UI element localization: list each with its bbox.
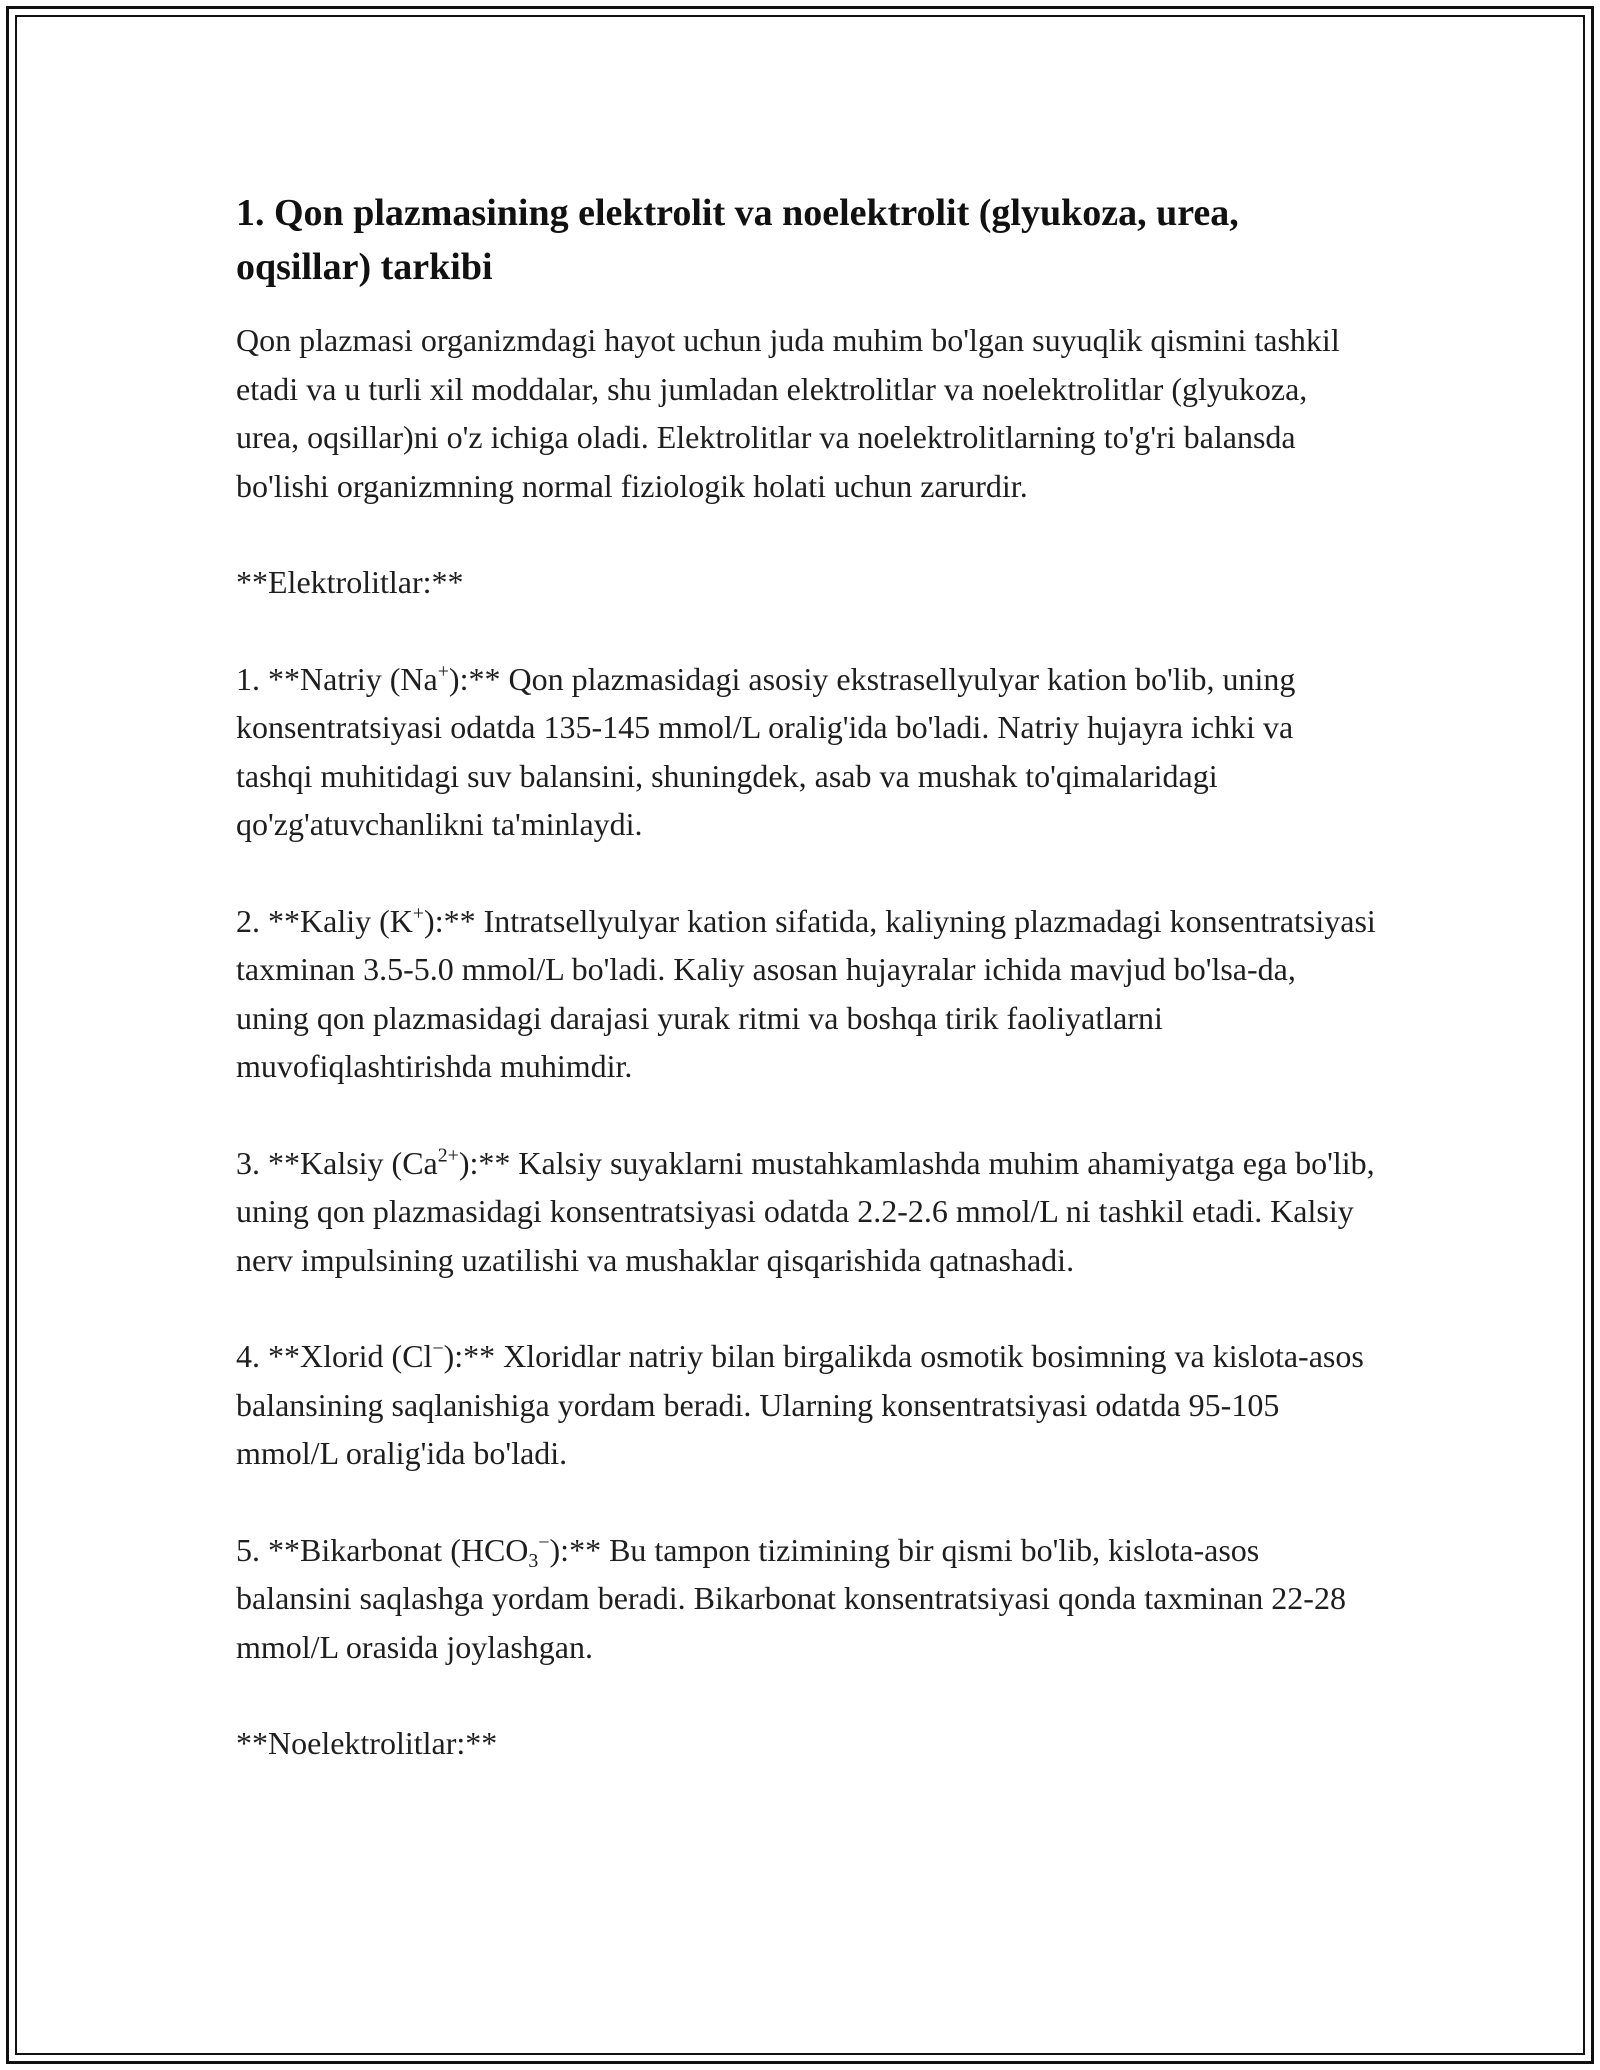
ion-charge: + bbox=[412, 902, 425, 925]
item-text: ):** Kalsiy suyaklarni mustahkamlashda muhim ahamiyatga ega bo'lib, uning qon plazmasidagi konsentratsiyasi odatda 2.2-2.6 mmol/L ni tashkil etadi. Kalsiy nerv impulsining uzatilishi va mushaklar qisqarishida qatnashadi. bbox=[236, 1144, 1375, 1278]
nonelectrolytes-heading: **Noelektrolitlar:** bbox=[236, 1725, 498, 1761]
item-prefix: 1. **Natriy (Na bbox=[236, 660, 438, 697]
electrolyte-item-kalsiy bbox=[236, 1139, 1376, 1285]
document-title: 1. Qon plazmasining elektrolit va noelektrolit (glyukoza, urea, oqsillar) tarkibi bbox=[236, 192, 1239, 288]
item-text: ):** Bu tampon tizimining bir qismi bo'lib, kislota-asos balansini saqlashga yordam beradi. Bikarbonat konsentratsiyasi qonda taxminan 22-28 mmol/L orasida joylashgan. bbox=[236, 1531, 1346, 1665]
ion-charge: − bbox=[538, 1531, 550, 1554]
item-text: ):** Intratsellyulyar kation sifatida, kaliyning plazmadagi konsentratsiyasi taxminan 3.5-5.0 mmol/L bo'ladi. Kaliy asosan hujayralar ichida mavjud bo'lsa-da, uning qon plazmasidagi darajasi yurak ritmi va boshqa tirik faoliyatlarni muvofiqlashtirishda muhimdir. bbox=[236, 902, 1376, 1084]
ion-charge: − bbox=[432, 1337, 444, 1360]
document-body bbox=[236, 186, 1376, 1768]
intro-paragraph: Qon plazmasi organizmdagi hayot uchun juda muhim bo'lgan suyuqlik qismini tashkil etadi va u turli xil moddalar, shu jumladan elektrolitlar va noelektrolitlar (glyukoza, urea, oqsillar)ni o'z ichiga oladi. Elektrolitlar va noelektrolitlarning to'g'ri balansda bo'lishi organizmning normal fiziologik holati uchun zarurdir. bbox=[236, 322, 1340, 504]
ion-charge: + bbox=[437, 660, 449, 683]
electrolyte-item-xlorid bbox=[236, 1332, 1376, 1478]
electrolyte-item-natriy bbox=[236, 655, 1376, 849]
item-text: ):** Xloridlar natriy bilan birgalikda osmotik bosimning va kislota-asos balansining saqlanishiga yordam beradi. Ularning konsentratsiyasi odatda 95-105 mmol/L oralig'ida bo'ladi. bbox=[236, 1338, 1364, 1471]
item-text: ):** Qon plazmasidagi asosiy ekstrasellyulyar kation bo'lib, uning konsentratsiyasi odatda 135-145 mmol/L oralig'ida bo'ladi. Natriy hujayra ichki va tashqi muhitidagi suv balansini, shuningdek, asab va mushak to'qimalaridagi qo'zg'atuvchanlikni ta'minlaydi. bbox=[236, 660, 1296, 842]
ion-subscript: 3 bbox=[528, 1549, 539, 1572]
electrolytes-heading: **Elektrolitlar:** bbox=[236, 564, 464, 600]
ion-charge: 2+ bbox=[437, 1144, 459, 1167]
item-prefix: 5. **Bikarbonat (HCO bbox=[236, 1531, 529, 1568]
electrolyte-item-kaliy bbox=[236, 897, 1376, 1091]
item-prefix: 3. **Kalsiy (Ca bbox=[236, 1144, 438, 1181]
electrolyte-item-bikarbonat bbox=[236, 1526, 1376, 1672]
item-prefix: 2. **Kaliy (K bbox=[236, 902, 413, 939]
item-prefix: 4. **Xlorid (Cl bbox=[236, 1338, 433, 1374]
